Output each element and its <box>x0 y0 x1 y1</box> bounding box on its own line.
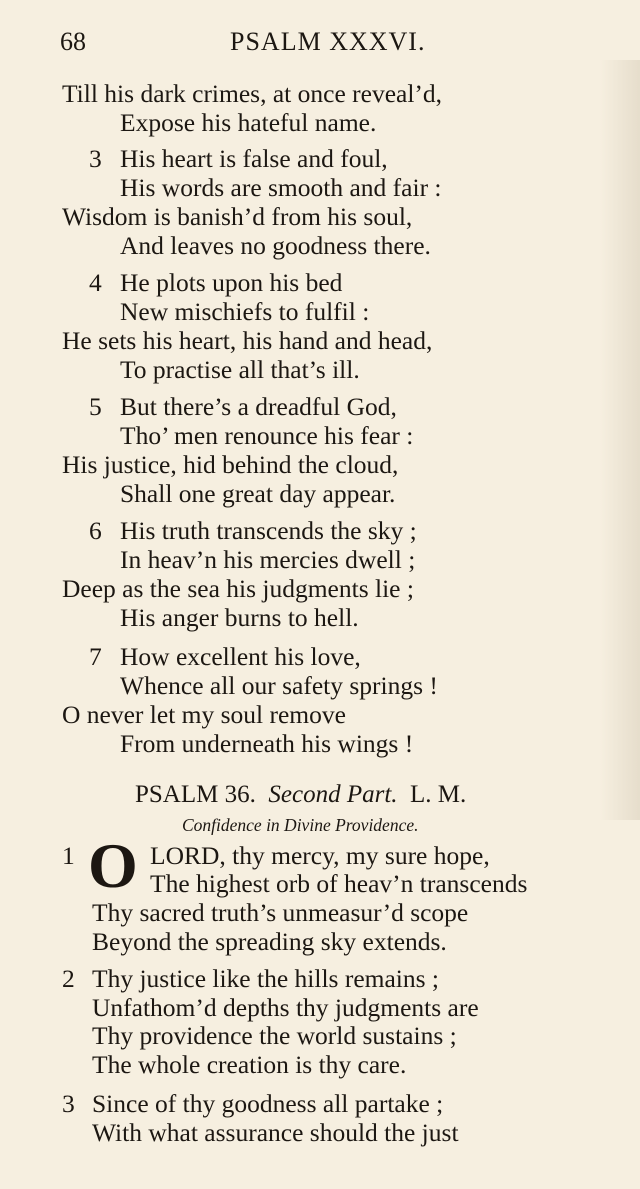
verse-line: In heav’n his mercies dwell ; <box>120 545 416 574</box>
part-label: Second Part. <box>268 781 398 808</box>
stanza-number: 6 <box>89 516 102 545</box>
verse-line: He sets his heart, his hand and head, <box>62 326 433 355</box>
stanza-number: 7 <box>89 642 102 671</box>
page-header <box>0 27 640 63</box>
verse-line: Thy sacred truth’s unmeasur’d scope <box>92 898 469 927</box>
facing-page-bleed <box>600 60 640 820</box>
verse-line: Thy justice like the hills remains ; <box>92 964 440 993</box>
verse-line: His words are smooth and fair : <box>120 173 442 202</box>
verse-line: Shall one great day appear. <box>120 479 396 508</box>
verse-line: Whence all our safety springs ! <box>120 671 438 700</box>
verse-line: The whole creation is thy care. <box>92 1050 407 1079</box>
running-title: PSALM XXXVI. <box>230 27 426 56</box>
verse-line: Till his dark crimes, at once reveal’d, <box>62 79 443 108</box>
section-subtitle: Confidence in Divine Providence. <box>182 815 419 835</box>
verse-line: From underneath his wings ! <box>120 729 414 758</box>
verse-line: How excellent his love, <box>120 642 361 671</box>
verse-line: The highest orb of heav’n transcends <box>150 869 528 898</box>
verse-line: Unfathom’d depths thy judgments are <box>92 993 479 1022</box>
verse-line: LORD, thy mercy, my sure hope, <box>150 841 490 870</box>
verse-line: And leaves no goodness there. <box>120 231 431 260</box>
verse-line: Since of thy goodness all partake ; <box>92 1089 444 1118</box>
verse-line: His heart is false and foul, <box>120 144 388 173</box>
meter-label: L. M. <box>410 781 467 808</box>
verse-line: Thy providence the world sustains ; <box>92 1021 457 1050</box>
stanza-number: 3 <box>62 1089 75 1118</box>
verse-line: His anger burns to hell. <box>120 603 359 632</box>
verse-line: Expose his hateful name. <box>120 108 377 137</box>
verse-line: New mischiefs to fulfil : <box>120 297 370 326</box>
page-number: 68 <box>60 27 86 56</box>
verse-line: Wisdom is banish’d from his soul, <box>62 202 413 231</box>
psalm-label: PSALM 36. <box>135 781 256 808</box>
verse-line: O never let my soul remove <box>62 700 346 729</box>
stanza-number: 3 <box>89 144 102 173</box>
verse-line: But there’s a dreadful God, <box>120 392 397 421</box>
verse-line: Tho’ men renounce his fear : <box>120 421 414 450</box>
verse-line: With what assurance should the just <box>92 1118 459 1147</box>
verse-line: His truth transcends the sky ; <box>120 516 417 545</box>
stanza-number: 4 <box>89 268 102 297</box>
drop-cap: O <box>88 830 138 901</box>
verse-line: Beyond the spreading sky extends. <box>92 927 447 956</box>
section-heading <box>135 780 466 810</box>
verse-line: He plots upon his bed <box>120 268 343 297</box>
verse-line: To practise all that’s ill. <box>120 355 360 384</box>
stanza-number: 5 <box>89 392 102 421</box>
verse-line: His justice, hid behind the cloud, <box>62 450 399 479</box>
verse-line: Deep as the sea his judgments lie ; <box>62 574 414 603</box>
stanza-number: 2 <box>62 964 75 993</box>
stanza-number: 1 <box>62 841 75 870</box>
